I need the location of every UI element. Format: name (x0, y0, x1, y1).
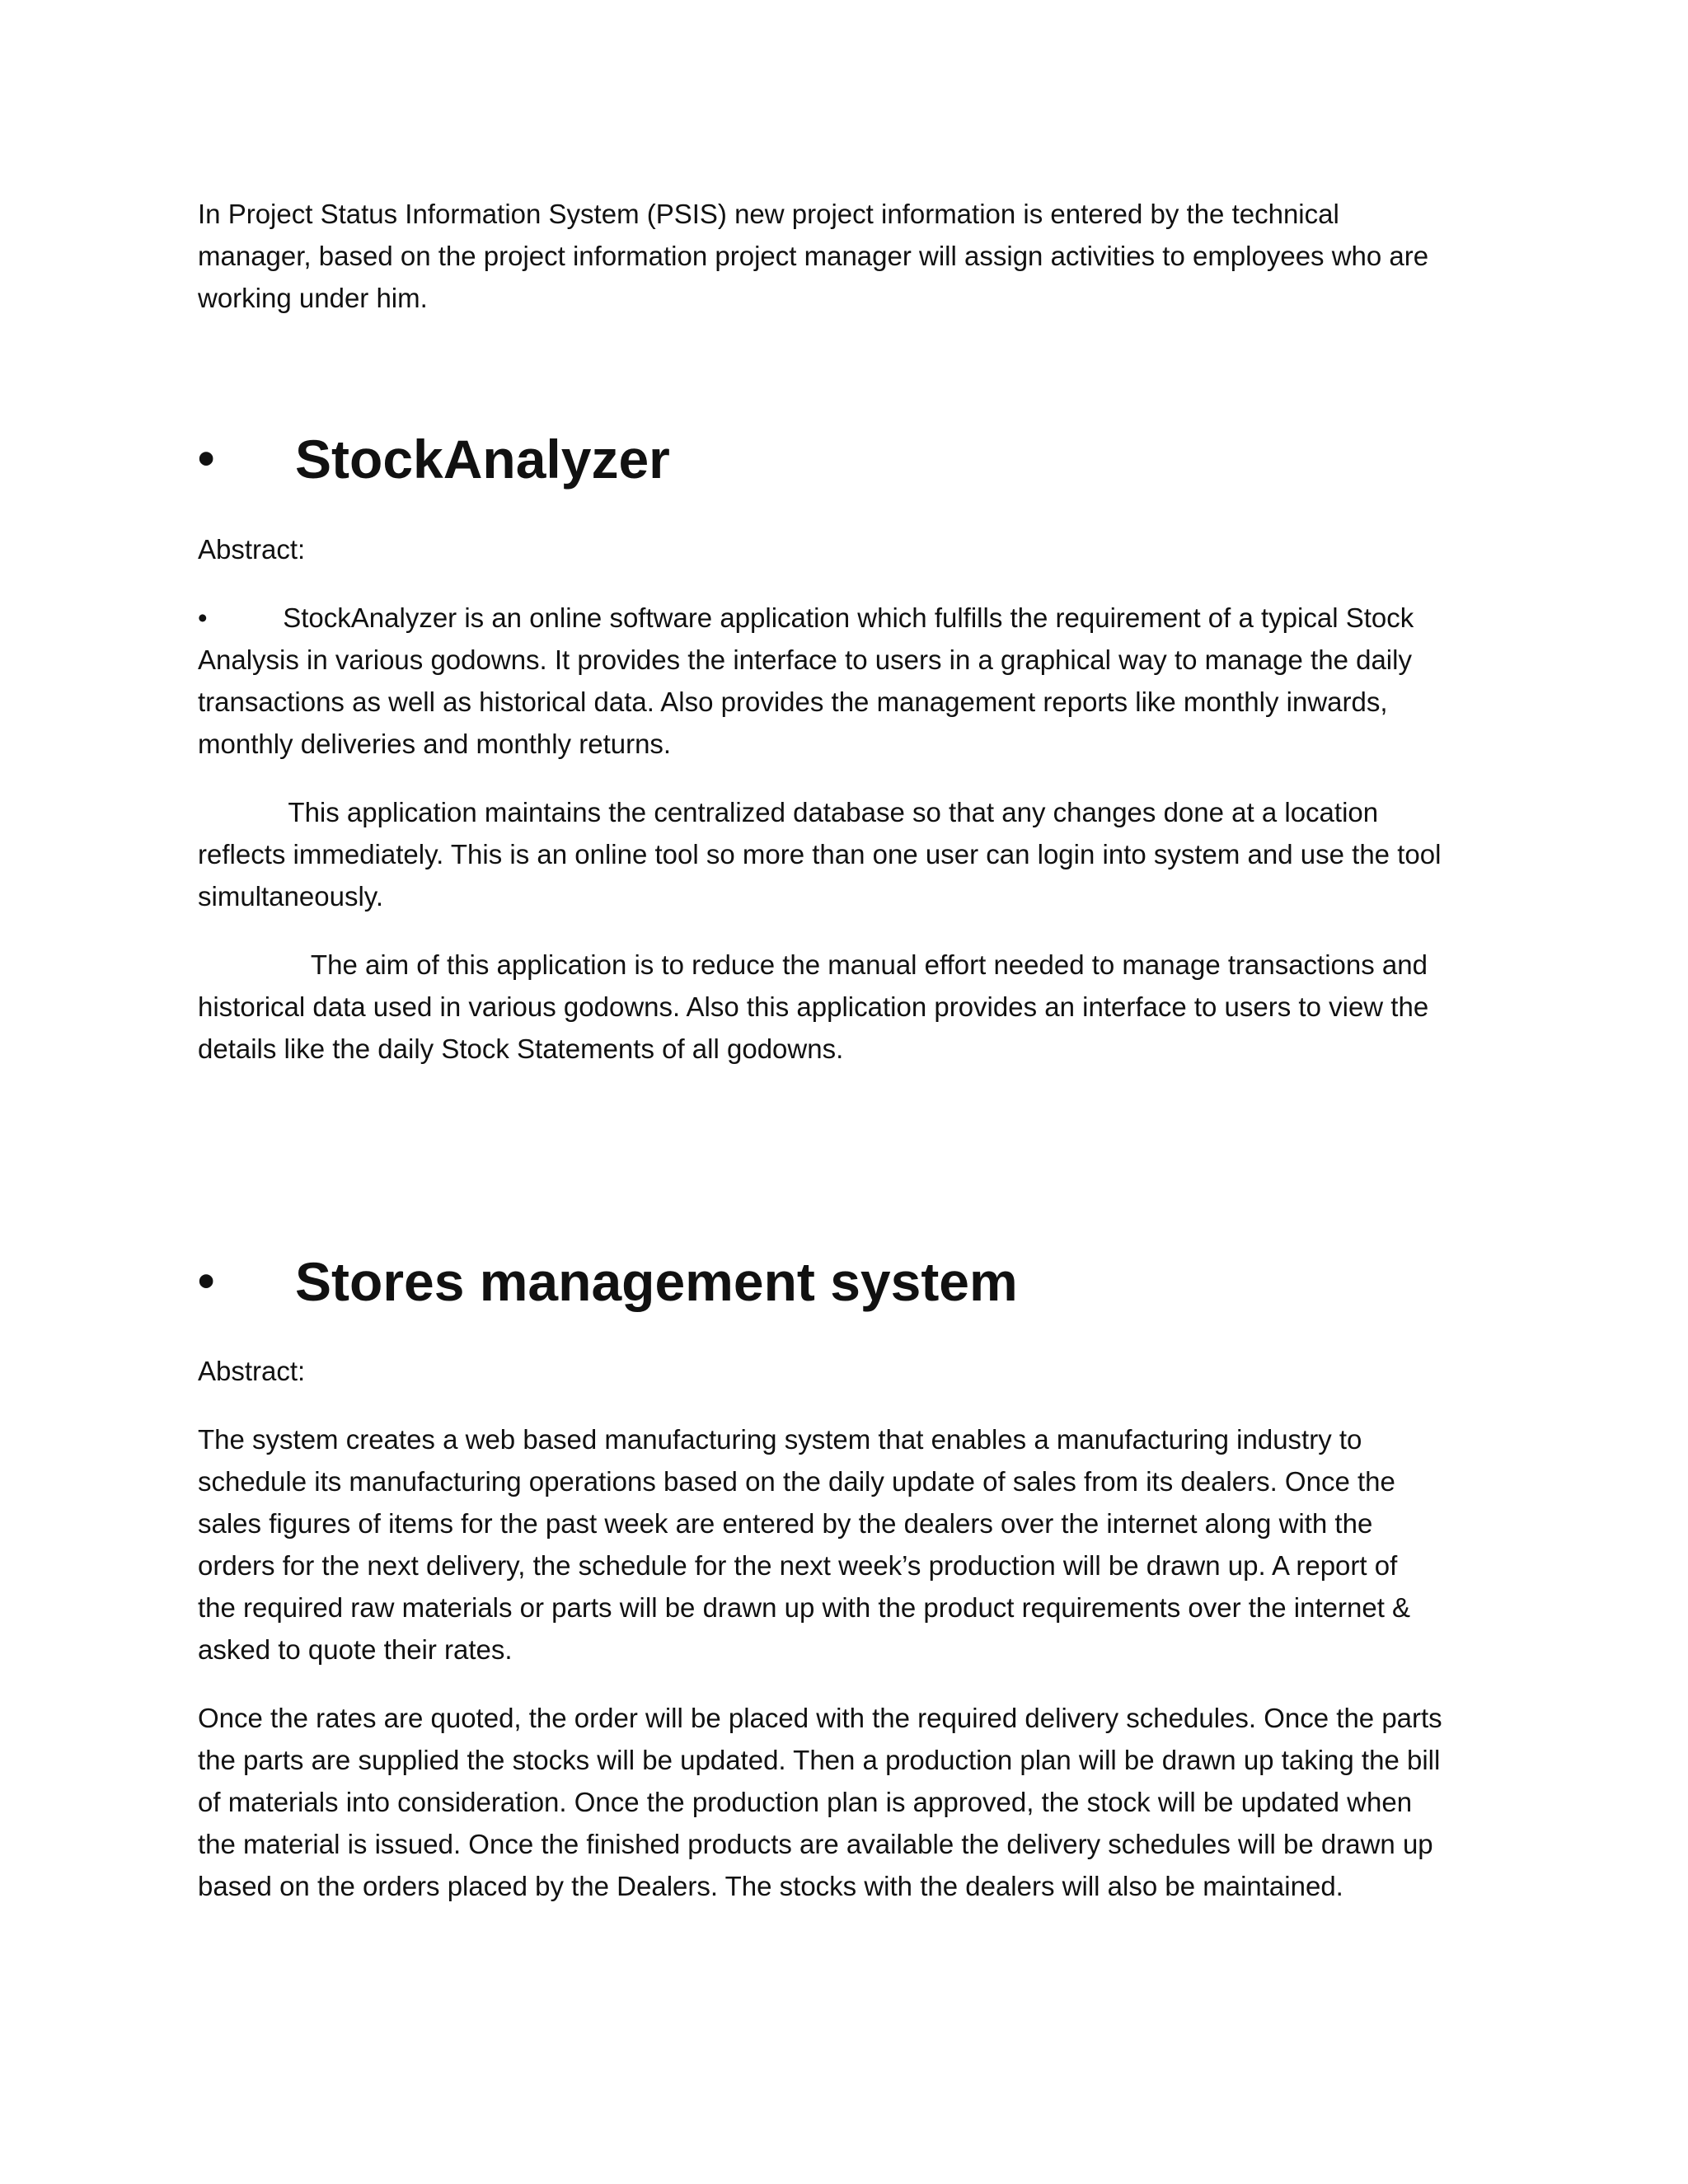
s1-para1-line-3: transactions as well as historical data. Also provides the management reports like monthly inwards, (198, 687, 1388, 717)
abstract-label: Abstract: (198, 1356, 306, 1386)
intro-line-1: In Project Status Information System (PSIS) new project information is entered by the technical (198, 199, 1339, 229)
s2-para2-line-1: Once the rates are quoted, the order will be placed with the required delivery schedules. Once the parts (198, 1703, 1442, 1733)
s2-para2-line-5: based on the orders placed by the Dealers. The stocks with the dealers will also be maintained. (198, 1871, 1343, 1901)
s1-para1-line-2: Analysis in various godowns. It provides the interface to users in a graphical way to manage the daily (198, 644, 1412, 675)
heading-bullet: • (198, 432, 215, 485)
s1-para1-line-4: monthly deliveries and monthly returns. (198, 729, 672, 759)
s1-para3-line-1: The aim of this application is to reduce the manual effort needed to manage transactions and (198, 949, 1428, 980)
abstract-label: Abstract: (198, 534, 306, 565)
s2-para1-line-5: the required raw materials or parts will be drawn up with the product requirements over the internet & (198, 1592, 1411, 1623)
intro-line-3: working under him. (198, 283, 428, 313)
s1-para2-line-3: simultaneously. (198, 881, 383, 912)
s1-para2-line-1: This application maintains the centralized database so that any changes done at a location (198, 797, 1379, 827)
s1-para3-line-3: details like the daily Stock Statements of all godowns. (198, 1033, 844, 1064)
heading-bullet: • (198, 1254, 215, 1308)
s2-para2-line-3: of materials into consideration. Once the production plan is approved, the stock will be updated when (198, 1787, 1413, 1817)
s2-para1-line-1: The system creates a web based manufacturing system that enables a manufacturing industry to (198, 1424, 1362, 1455)
s1-para1-line-1: • StockAnalyzer is an online software application which fulfills the requirement of a typical Stock (198, 602, 1414, 633)
s2-para1-line-4: orders for the next delivery, the schedule for the next week’s production will be drawn up. A report of (198, 1550, 1398, 1581)
s2-para2-line-4: the material is issued. Once the finished products are available the delivery schedules will be drawn up (198, 1829, 1433, 1859)
s2-para1-line-3: sales figures of items for the past week are entered by the dealers over the internet along with the (198, 1508, 1373, 1539)
s1-para2-line-2: reflects immediately. This is an online tool so more than one user can login into system and use the tool (198, 839, 1442, 869)
heading-title: StockAnalyzer (295, 429, 670, 490)
s1-para3-line-2: historical data used in various godowns. Also this application provides an interface to users to view the (198, 991, 1429, 1022)
heading-title: Stores management system (295, 1251, 1018, 1312)
s2-para1-line-2: schedule its manufacturing operations based on the daily update of sales from its dealers. Once the (198, 1466, 1395, 1497)
intro-line-2: manager, based on the project information project manager will assign activities to employees who are (198, 241, 1429, 271)
s2-para2-line-2: the parts are supplied the stocks will be updated. Then a production plan will be drawn up taking the bill (198, 1745, 1441, 1775)
s2-para1-line-6: asked to quote their rates. (198, 1634, 513, 1665)
